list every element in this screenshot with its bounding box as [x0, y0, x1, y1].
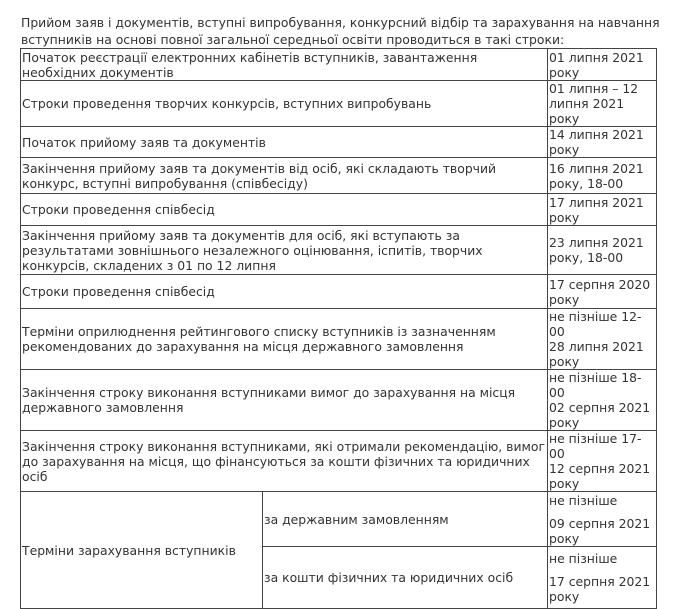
date-line: не пізніше 12-00: [549, 309, 642, 339]
enrollment-date: [548, 547, 657, 609]
date-line: 28 липня 2021: [549, 339, 644, 354]
schedule-row: [21, 226, 657, 275]
date-line: року: [549, 209, 580, 225]
date-line: 02 серпня 2021: [549, 400, 651, 415]
date-line: 12 серпня 2021: [549, 461, 651, 476]
schedule-row: [21, 309, 657, 370]
event-description: Строки проведення співбесід: [21, 275, 548, 309]
event-description: Строки проведення співбесід: [21, 194, 548, 226]
schedule-row: [21, 431, 657, 492]
date-line: року: [549, 530, 580, 546]
date-line: року: [549, 415, 580, 430]
schedule-row: [21, 49, 657, 81]
event-description: Початок прийому заяв та документів: [21, 127, 548, 158]
event-date: [548, 158, 657, 194]
event-description: Закінчення строку виконання вступниками, які отримали рекомендацію, вимог до зарахування на місця, що фінансуються за кошти фізичних та юридичних осіб: [21, 431, 548, 492]
date-line: 23 липня 2021: [549, 235, 644, 250]
event-date: [548, 370, 657, 431]
admission-schedule-table: [20, 48, 657, 609]
date-line: року, 18-00: [549, 175, 624, 191]
schedule-row: [21, 127, 657, 158]
date-line: не пізніше: [549, 551, 618, 566]
date-line: не пізніше 18-00: [549, 370, 642, 400]
date-line: 01 липня – 12: [549, 81, 639, 96]
enrollment-label: Терміни зарахування вступників: [21, 492, 263, 609]
event-description: Закінчення прийому заяв та документів від осіб, які складають творчий конкурс, вступні випробування (співбесіду): [21, 158, 548, 194]
schedule-row: [21, 194, 657, 226]
event-description: Початок реєстрації електронних кабінетів вступників, завантаження необхідних документів: [21, 49, 548, 81]
event-description: Строки проведення творчих конкурсів, вступних випробувань: [21, 81, 548, 127]
date-line: 01 липня 2021: [549, 49, 644, 65]
date-line: року: [549, 142, 580, 157]
date-line: 17 серпня 2020: [549, 276, 651, 292]
date-line: липня 2021 року: [549, 96, 625, 126]
spacer: [549, 566, 655, 574]
event-description: Терміни оприлюднення рейтингового списку вступників із зазначенням рекомендованих до зарахування на місця державного замовлення: [21, 309, 548, 370]
event-description: Закінчення прийому заяв та документів для осіб, які вступають за результатами зовнішнього незалежного оцінювання, іспитів, творчих конкурсів, складених з 01 по 12 липня: [21, 226, 548, 275]
enrollment-row: [21, 492, 657, 547]
spacer: [549, 508, 655, 516]
event-date: [548, 127, 657, 158]
event-description: Закінчення строку виконання вступниками вимог до зарахування на місця державного замовлення: [21, 370, 548, 431]
event-date: [548, 49, 657, 81]
event-date: [548, 309, 657, 370]
date-line: року: [549, 354, 580, 369]
date-line: 17 серпня 2021: [549, 574, 651, 589]
date-line: року, 18-00: [549, 250, 624, 265]
schedule-row: [21, 275, 657, 309]
date-line: 16 липня 2021: [549, 160, 644, 176]
date-line: не пізніше 17-00: [549, 431, 642, 461]
schedule-row: [21, 370, 657, 431]
enrollment-type: за державним замовленням: [263, 492, 548, 547]
date-line: 17 липня 2021: [549, 194, 644, 210]
enrollment-date: [548, 492, 657, 547]
date-line: не пізніше: [549, 492, 618, 508]
event-date: [548, 81, 657, 127]
event-date: [548, 275, 657, 309]
intro-paragraph: Прийом заяв і документів, вступні випробування, конкурсний відбір та зарахування на навчання вступників на основі повної загальної середньої освіти проводиться в такі строки:: [21, 15, 660, 47]
schedule-row: [21, 81, 657, 127]
date-line: 14 липня 2021: [549, 127, 644, 142]
event-date: [548, 431, 657, 492]
date-line: року: [549, 589, 580, 604]
date-line: року: [549, 476, 580, 491]
schedule-body: [21, 49, 657, 609]
date-line: року: [549, 291, 580, 307]
date-line: 09 серпня 2021: [549, 515, 651, 531]
schedule-row: [21, 158, 657, 194]
event-date: [548, 226, 657, 275]
date-line: року: [549, 64, 580, 80]
enrollment-type: за кошти фізичних та юридичних осіб: [263, 547, 548, 609]
event-date: [548, 194, 657, 226]
